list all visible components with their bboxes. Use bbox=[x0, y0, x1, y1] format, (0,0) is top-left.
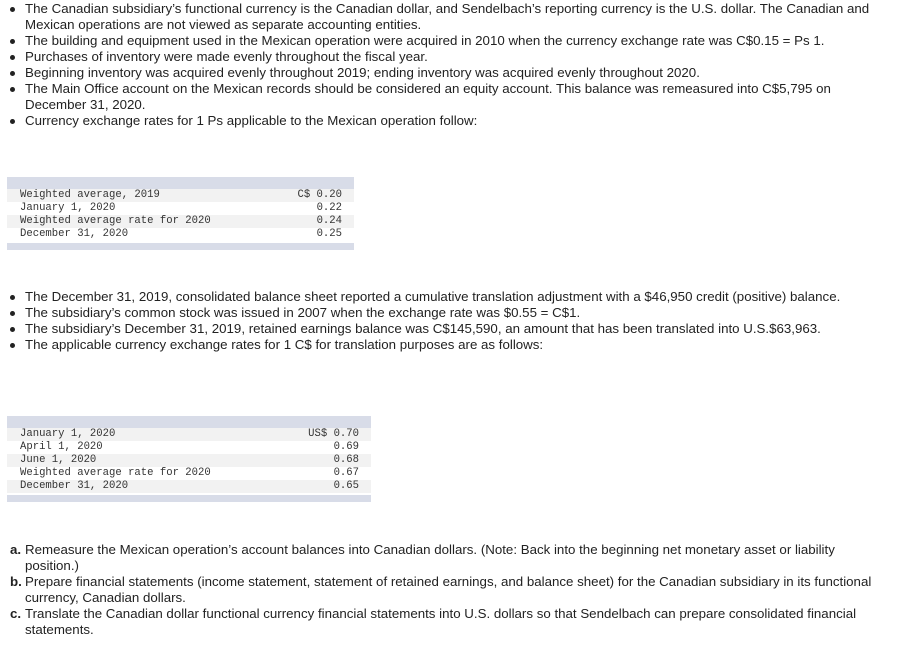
rate-value: 0.69 bbox=[333, 441, 359, 453]
task-list bbox=[10, 542, 890, 638]
list-item: Beginning inventory was acquired evenly throughout 2019; ending inventory was acquired evenly throughout 2020. bbox=[0, 65, 880, 81]
task-letter: c. bbox=[10, 606, 22, 621]
rate-label: January 1, 2020 bbox=[20, 202, 116, 214]
table-row bbox=[7, 228, 354, 241]
task-text: Remeasure the Mexican operation’s account balances into Canadian dollars. (Note: Back into the beginning net monetary asset or liability position.) bbox=[25, 542, 835, 573]
task-text: Prepare financial statements (income statement, statement of retained earnings, and balance sheet) for the Canadian subsidiary in its functional currency, Canadian dollars. bbox=[25, 574, 872, 605]
list-item: The subsidiary’s common stock was issued in 2007 when the exchange rate was $0.55 = C$1. bbox=[0, 305, 880, 321]
rate-value: 0.65 bbox=[333, 480, 359, 492]
rate-value: 0.25 bbox=[316, 228, 342, 240]
table-row bbox=[7, 189, 354, 202]
list-item: The applicable currency exchange rates for 1 C$ for translation purposes are as follows: bbox=[0, 337, 880, 353]
rate-value: 0.67 bbox=[333, 467, 359, 479]
rate-label: Weighted average rate for 2020 bbox=[20, 215, 211, 227]
table-row bbox=[7, 441, 371, 454]
table-row bbox=[7, 480, 371, 493]
rate-value: 0.24 bbox=[316, 215, 342, 227]
assumptions-list-middle bbox=[0, 289, 880, 353]
rate-label: Weighted average, 2019 bbox=[20, 189, 160, 201]
task-text: Translate the Canadian dollar functional currency financial statements into U.S. dollars so that Sendelbach can prepare consolidated financial statements. bbox=[25, 606, 857, 637]
rate-label: April 1, 2020 bbox=[20, 441, 103, 453]
rate-label: January 1, 2020 bbox=[20, 428, 116, 440]
task-item bbox=[10, 606, 890, 638]
rate-label: June 1, 2020 bbox=[20, 454, 97, 466]
list-item: Purchases of inventory were made evenly throughout the fiscal year. bbox=[0, 49, 880, 65]
assumptions-list-top bbox=[0, 1, 880, 129]
task-item bbox=[10, 574, 890, 606]
rate-label: December 31, 2020 bbox=[20, 480, 129, 492]
task-letter: b. bbox=[10, 574, 22, 589]
list-item: The December 31, 2019, consolidated balance sheet reported a cumulative translation adjustment with a $46,950 credit (positive) balance. bbox=[0, 289, 880, 305]
table-header-bar bbox=[7, 416, 371, 428]
table-row bbox=[7, 215, 354, 228]
rate-value: C$ 0.20 bbox=[297, 189, 342, 201]
task-item bbox=[10, 542, 890, 574]
cad-exchange-rate-table bbox=[7, 416, 371, 502]
table-row bbox=[7, 467, 371, 480]
table-footer-bar bbox=[7, 243, 354, 250]
table-header-bar bbox=[7, 177, 354, 189]
peso-exchange-rate-table bbox=[7, 177, 354, 250]
rate-value: 0.68 bbox=[333, 454, 359, 466]
rate-value: US$ 0.70 bbox=[308, 428, 359, 440]
table-row bbox=[7, 428, 371, 441]
rate-label: Weighted average rate for 2020 bbox=[20, 467, 211, 479]
table-row bbox=[7, 454, 371, 467]
table-footer-bar bbox=[7, 495, 371, 502]
list-item: The subsidiary’s December 31, 2019, retained earnings balance was C$145,590, an amount that has been translated into U.S.$63,963. bbox=[0, 321, 880, 337]
list-item: Currency exchange rates for 1 Ps applicable to the Mexican operation follow: bbox=[0, 113, 880, 129]
list-item: The Main Office account on the Mexican records should be considered an equity account. This balance was remeasured into C$5,795 on December 31, 2020. bbox=[0, 81, 880, 113]
rate-value: 0.22 bbox=[316, 202, 342, 214]
list-item: The building and equipment used in the Mexican operation were acquired in 2010 when the currency exchange rate was C$0.15 = Ps 1. bbox=[0, 33, 880, 49]
list-item: The Canadian subsidiary’s functional currency is the Canadian dollar, and Sendelbach’s reporting currency is the U.S. dollar. The Canadian and Mexican operations are not viewed as separate accounting entities. bbox=[0, 1, 880, 33]
rate-label: December 31, 2020 bbox=[20, 228, 129, 240]
table-row bbox=[7, 202, 354, 215]
task-letter: a. bbox=[10, 542, 22, 557]
